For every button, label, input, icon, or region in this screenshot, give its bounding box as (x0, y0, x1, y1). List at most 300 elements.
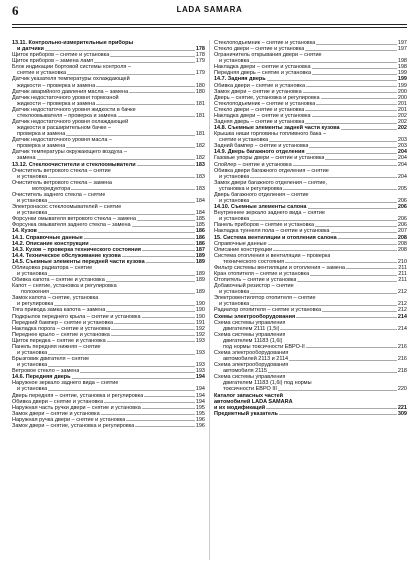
toc-entry-page: 206 (397, 204, 407, 211)
dot-leader (144, 396, 195, 397)
toc-entry-page: 194 (195, 386, 205, 393)
toc-entry-title: стеклоомывателя – проверка и замена (17, 112, 117, 119)
toc-entry-title: Добавочный резистор – снятие (214, 283, 294, 290)
toc-entry-title: и установка (17, 362, 48, 369)
dot-leader (67, 74, 195, 75)
dot-leader (308, 208, 397, 209)
toc-entry-title: снятие и установка (17, 70, 67, 77)
toc-entry-title: и установка (17, 386, 48, 393)
toc-entry-page: 189 (195, 277, 205, 284)
toc-entry-title: Задняя дверь – снятие и установка (214, 119, 305, 126)
toc-entry-page: 194 (195, 398, 205, 405)
dot-leader (331, 232, 397, 233)
toc-entry-title: Ограничитель открывания двери – снятие (214, 52, 322, 59)
dot-leader (66, 135, 195, 136)
toc-entry-page: 193 (195, 362, 205, 369)
header-rule (12, 24, 407, 25)
toc-entry-page: 212 (397, 307, 407, 314)
toc-entry-title: Система отопления и вентиляции – проверка (214, 252, 331, 259)
dot-leader (66, 147, 195, 148)
toc-entry-title: и установка (219, 58, 250, 65)
dot-leader (306, 153, 397, 154)
toc-entry-page: 180 (195, 88, 205, 95)
toc-entry-title: Схема электрооборудования (214, 362, 289, 369)
toc-entry-title: Датчик аварийного давления масла – замена (12, 88, 129, 95)
toc-entry-page: 189 (195, 252, 205, 259)
toc-entry-title: Очиститель ветрового стекла – замена (12, 179, 112, 186)
toc-entry-title: Накладка двери – снятие и установка (214, 112, 311, 119)
toc-entry-title: Очиститель ветрового стекла – снятие (12, 167, 111, 174)
toc-entry-page: 195 (195, 410, 205, 417)
toc-entry-title: 14.5. Съемные элементы передней части кузова (12, 258, 145, 265)
toc-entry-page: 179 (195, 58, 205, 65)
dot-leader (266, 408, 397, 409)
toc-entry (12, 423, 205, 429)
toc-entry-page: 199 (397, 70, 407, 77)
toc-entry-title: Передняя дверь – снятие и установка (214, 70, 312, 77)
toc-entry-title: 14.1. Справочные данные (12, 234, 83, 241)
toc-entry-title: Щиток приборов – снятие и установка (12, 52, 110, 59)
dot-leader (96, 86, 195, 87)
toc-entry-page: 189 (195, 258, 205, 265)
toc-entry-title: замена (17, 155, 36, 162)
toc-entry-title: Схема системы управления (214, 319, 286, 326)
toc-entry-page: 200 (397, 88, 407, 95)
toc-entry-page: 193 (195, 349, 205, 356)
toc-entry-title: 15. Система вентиляции и отопления салона (214, 234, 337, 241)
toc-entry-page: 191 (195, 319, 205, 326)
toc-entry-title: Внутреннее зеркало заднего вида – снятие (214, 210, 325, 217)
toc-entry-title: Дверь багажного отделения – снятие (214, 191, 309, 198)
toc-entry-title: Отопитель – снятие и установка (214, 277, 297, 284)
toc-entry-title: автомобилей 2113 и 2114 (223, 356, 289, 363)
toc-entry-page: 212 (397, 301, 407, 308)
toc-entry-title: жидкости – проверка и замена (17, 82, 96, 89)
toc-entry-page: 189 (195, 289, 205, 296)
toc-entry-title: положения (21, 289, 50, 296)
dot-leader (135, 426, 194, 427)
dot-leader (250, 293, 397, 294)
toc-entry-page: 178 (195, 46, 205, 53)
dot-leader (90, 244, 195, 245)
dot-leader (48, 390, 195, 391)
dot-leader (142, 317, 195, 318)
toc-entry-title: и установка (17, 349, 48, 356)
toc-entry-page: 212 (397, 289, 407, 296)
dot-leader (107, 341, 195, 342)
toc-entry-page: 211 (398, 270, 407, 277)
toc-entry-title: и установка (219, 173, 250, 180)
dot-leader (80, 372, 194, 373)
toc-entry-title: Датчик недостаточного уровня охлаждающей (12, 119, 129, 126)
toc-entry-page: 201 (397, 106, 407, 113)
toc-entry-title: жидкости в расширительном бачке – (17, 125, 112, 132)
running-title: LADA SAMARA (176, 5, 243, 14)
toc-entry-page: 199 (397, 82, 407, 89)
dot-leader (306, 86, 397, 87)
toc-entry-title: Накладка туннеля пола – снятие и установка (214, 228, 330, 235)
toc-entry-title: Дверь передняя – снятие, установка и регулировка (12, 392, 144, 399)
toc-entry-page: 202 (397, 119, 407, 126)
header-rule-secondary (12, 27, 407, 28)
toc-entry-title: Облицовка радиатора – снятие (12, 264, 93, 271)
toc-entry-page: 202 (397, 125, 407, 132)
toc-entry-title: Стеклоподъемник – снятие и установка (214, 100, 316, 107)
toc-entry-title: Наружная часть ручки двери – снятие и установка (12, 404, 141, 411)
dot-leader (289, 360, 397, 361)
toc-entry (214, 411, 407, 417)
dot-leader (110, 56, 195, 57)
dot-leader (338, 238, 397, 239)
dot-leader (267, 80, 397, 81)
toc-entry-page: 206 (397, 198, 407, 205)
dot-leader (321, 98, 397, 99)
toc-entry-page: 214 (397, 325, 407, 332)
dot-leader (45, 50, 195, 51)
dot-leader (96, 104, 195, 105)
toc-entry-title: Форсунка омывателя заднего стекла – замена (12, 222, 131, 229)
toc-entry-title: Схема системы управления (214, 374, 286, 381)
dot-leader (104, 402, 195, 403)
toc-entry-page: 184 (195, 198, 205, 205)
toc-entry-page: 178 (195, 52, 205, 59)
dot-leader (305, 110, 397, 111)
dot-leader (50, 293, 195, 294)
dot-leader (48, 214, 195, 215)
toc-entry-page: 194 (195, 374, 205, 381)
toc-entry-page: 179 (195, 70, 205, 77)
toc-entry-title: 14.3. Кузов – проверка технического состояния (12, 246, 141, 253)
dot-leader (142, 250, 195, 251)
dot-leader (250, 220, 397, 221)
dot-leader (250, 62, 397, 63)
dot-leader (297, 281, 397, 282)
toc-entry-page: 206 (397, 222, 407, 229)
toc-entry-page: 186 (195, 234, 205, 241)
toc-entry-title: Замок капота – снятие, установка (12, 295, 99, 302)
toc-entry-page: 208 (397, 240, 407, 247)
dot-leader (278, 390, 397, 391)
dot-leader (72, 378, 195, 379)
dot-leader (111, 335, 195, 336)
toc-entry-title: Предметный указатель (214, 410, 278, 417)
dot-leader (305, 50, 397, 51)
toc-entry-title: 14.7. Задняя дверь (214, 76, 266, 83)
toc-entry-title: Обивка двери багажного отделения – снятие (214, 167, 329, 174)
dot-leader (312, 68, 397, 69)
toc-entry-title: Панель приборов – снятие и установка (214, 222, 315, 229)
dot-leader (48, 275, 195, 276)
toc-entry-title: Щиток приборов – замена ламп (12, 58, 94, 65)
column-divider (209, 40, 210, 560)
toc-entry-page: 181 (195, 100, 205, 107)
dot-leader (325, 159, 396, 160)
dot-leader (137, 165, 195, 166)
toc-entry-page: 181 (195, 131, 205, 138)
toc-entry-page: 196 (195, 422, 205, 429)
toc-entry-title: Схема электрооборудования (214, 349, 289, 356)
dot-leader (316, 104, 397, 105)
dot-leader (84, 238, 195, 239)
dot-leader (106, 281, 195, 282)
toc-entry-title: Обивка двери – снятие и установка (12, 398, 104, 405)
toc-entry-page: 186 (195, 240, 205, 247)
toc-entry-title: Электровентилятор отопителя – снятие (214, 295, 316, 302)
dot-leader (283, 189, 396, 190)
toc-entry-page: 187 (195, 246, 205, 253)
toc-entry-title: 14. Кузов (12, 228, 37, 235)
toc-entry-title: 13.12. Стеклоочистители и стеклоомыватели (12, 161, 136, 168)
toc-entry-title: Тяга привода замка капота – замена (12, 307, 106, 314)
toc-entry-title: и установка (17, 270, 48, 277)
toc-entry-title: и установка (17, 210, 48, 217)
toc-entry-title: Схема системы управления (214, 331, 286, 338)
toc-entry-title: снятие и установка (219, 137, 269, 144)
toc-entry-title: Щиток передка – снятие и установка (12, 337, 106, 344)
toc-entry-title: 14.4. Техническое обслуживание кузова (12, 252, 121, 259)
dot-leader (71, 189, 195, 190)
toc-entry-page: 210 (397, 258, 407, 265)
dot-leader (94, 62, 195, 63)
toc-entry-title: Наружное зеркало заднего вида – снятие (12, 380, 119, 387)
toc-entry-page: 204 (397, 155, 407, 162)
dot-leader (48, 177, 195, 178)
toc-entry-page: 183 (195, 161, 205, 168)
toc-entry-page: 198 (397, 64, 407, 71)
toc-entry-page: 185 (195, 216, 205, 223)
toc-entry-page: 221 (397, 404, 407, 411)
toc-column-right (214, 40, 407, 417)
page-number: 6 (12, 3, 19, 18)
dot-leader (146, 262, 195, 263)
toc-entry-page: 211 (398, 277, 407, 284)
toc-entry-page: 193 (195, 368, 205, 375)
toc-entry-title: жидкости – проверка и замена (17, 100, 96, 107)
toc-entry-title: и датчики (17, 46, 44, 53)
toc-entry-page: 184 (195, 210, 205, 217)
toc-entry-page: 182 (195, 143, 205, 150)
toc-entry-page: 220 (397, 386, 407, 393)
toc-entry-title: токсичности ЕВРО III (223, 386, 277, 393)
dot-leader (111, 329, 194, 330)
toc-entry-title: Датчик температуры окружающего воздуха – (12, 149, 127, 156)
toc-entry-page: 203 (397, 137, 407, 144)
toc-entry-title: двигателем 2111 (1,5i) (223, 325, 280, 332)
toc-entry-title: 14.10. Съемные элементы салона (214, 204, 307, 211)
dot-leader (48, 354, 195, 355)
toc-entry-page: 180 (195, 82, 205, 89)
dot-leader (137, 220, 195, 221)
toc-entry-title: Кран отопителя – снятие и установка (214, 270, 310, 277)
toc-entry-page: 197 (397, 46, 407, 53)
toc-entry-title: Подкрылок переднего крыла – снятие и установка (12, 313, 141, 320)
toc-entry-page: 205 (397, 185, 407, 192)
toc-entry-title: Электронасос стеклоомывателей – снятие (12, 204, 122, 211)
toc-entry-page: 201 (397, 100, 407, 107)
toc-entry-title: Накладка двери – снятие и установка (214, 64, 311, 71)
toc-entry-title: и установка (219, 301, 250, 308)
toc-entry-page: 192 (195, 325, 205, 332)
dot-leader (322, 311, 397, 312)
toc-entry-title: Замок двери багажного отделения – снятие, (214, 179, 327, 186)
toc-entry-page: 189 (195, 270, 205, 277)
dot-leader (48, 366, 195, 367)
toc-entry-page: 181 (195, 112, 205, 119)
toc-entry-page: 192 (195, 331, 205, 338)
toc-entry-title: Очиститель заднего стекла – снятие (12, 191, 106, 198)
toc-entry-title: проверка и замена (17, 131, 66, 138)
dot-leader (309, 147, 396, 148)
toc-entry-title: Ветровое стекло – замена (12, 368, 80, 375)
toc-entry-title: Схемы электрооборудования (214, 313, 296, 320)
toc-entry-page: 197 (397, 40, 407, 46)
dot-leader (129, 92, 195, 93)
toc-entry-title: Панель передняя нижняя – снятие (12, 343, 101, 350)
toc-entry-title: и установка (17, 173, 48, 180)
dot-leader (118, 116, 195, 117)
toc-entry-title: Наружная ручка двери – снятие и установка (12, 416, 126, 423)
toc-entry-page: 206 (397, 216, 407, 223)
toc-entry-title: Фильтр системы вентиляции и отопления – замена (214, 264, 345, 271)
page-header (12, 0, 407, 22)
toc-entry-page: 195 (195, 404, 205, 411)
dot-leader (48, 202, 195, 203)
dot-leader (114, 323, 195, 324)
toc-entry-title: и установка (219, 289, 250, 296)
toc-entry-title: Описание конструкции (214, 246, 273, 253)
toc-entry-title: автомобиля 2115 (223, 368, 267, 375)
toc-entry-title: Датчик указателя температуры охлаждающей (12, 76, 130, 83)
toc-entry-title: 14.8. Съемные элементы задней части кузова (214, 125, 340, 132)
dot-leader (268, 244, 397, 245)
toc-entry-title: и установка (219, 198, 250, 205)
toc-entry-title: Спойлер – снятие и установка (214, 161, 292, 168)
dot-leader (346, 268, 397, 269)
dot-leader (38, 232, 195, 233)
toc-entry-page: 182 (195, 155, 205, 162)
dot-leader (285, 262, 397, 263)
toc-entry-title: 13.11. Контрольно-измерительные приборы (12, 40, 134, 46)
toc-entry-title: Каталог запасных частей (214, 392, 284, 399)
toc-entry-page: 218 (397, 368, 407, 375)
toc-entry-title: Справочные данные (214, 240, 267, 247)
toc-entry-page: 193 (195, 337, 205, 344)
toc-entry-title: Блок индикации бортовой системы контроля – (12, 64, 131, 71)
dot-leader (310, 275, 397, 276)
toc-entry-title: и установка (17, 198, 48, 205)
toc-entry-page: 208 (397, 246, 407, 253)
toc-entry-page: 190 (195, 301, 205, 308)
toc-entry-title: технического состояния (223, 258, 285, 265)
toc-entry-title: установка и регулировка (219, 185, 283, 192)
dot-leader (273, 250, 397, 251)
toc-entry-page: 199 (397, 76, 407, 83)
dot-leader (268, 372, 397, 373)
toc-entry-title: Замок двери – снятие и установка (214, 88, 302, 95)
dot-leader (54, 305, 195, 306)
toc-entry-page: 207 (397, 228, 407, 235)
toc-entry-title: Стеклоподъемник – снятие и установка (214, 40, 316, 46)
toc-entry-title: Газовые упоры двери – снятие и установка (214, 155, 325, 162)
toc-entry-title: Форсунки омывателя ветрового стекла – замена (12, 216, 136, 223)
toc-entry-title: Дверь – снятие, установка и регулировка (214, 94, 320, 101)
toc-entry-title: Передний бампер – снятие и установка (12, 319, 114, 326)
toc-entry-page: 196 (195, 416, 205, 423)
toc-entry-page: 204 (397, 161, 407, 168)
toc-entry-page: 216 (397, 343, 407, 350)
toc-entry-title: Задний бампер – снятие и установка (214, 143, 309, 150)
toc-entry-page: 208 (397, 234, 407, 241)
toc-entry-page: 183 (195, 185, 205, 192)
toc-entry-page: 198 (397, 58, 407, 65)
dot-leader (341, 129, 397, 130)
toc-entry-page: 214 (397, 313, 407, 320)
toc-entry-page: 309 (397, 410, 407, 417)
toc-column-left (12, 40, 205, 429)
dot-leader (101, 414, 195, 415)
dot-leader (296, 317, 397, 318)
toc-entry-title: проверка и замена (17, 143, 66, 150)
dot-leader (316, 44, 397, 45)
dot-leader (126, 420, 194, 421)
toc-entry-page: 183 (195, 173, 205, 180)
toc-entry-title: 14.9. Дверь багажного отделения (214, 149, 305, 156)
toc-entry-title: Датчик недостаточного уровня тормозной (12, 94, 119, 101)
toc-entry-title: и регулировка (17, 301, 54, 308)
toc-entry-title: Замок двери – снятие и установка (12, 410, 100, 417)
toc-entry-title: Стекло двери – снятие и установка (214, 106, 305, 113)
dot-leader (315, 226, 397, 227)
toc-entry-title: Капот – снятие, установка и регулировка (12, 283, 117, 290)
dot-leader (280, 329, 396, 330)
toc-entry-page: 204 (397, 173, 407, 180)
toc-entry-title: моторедуктора (32, 185, 71, 192)
dot-leader (306, 347, 397, 348)
toc-entry-page: 190 (195, 313, 205, 320)
toc-entry-page: 204 (397, 149, 407, 156)
dot-leader (106, 311, 194, 312)
toc-entry-page: 186 (195, 228, 205, 235)
toc-entry-title: Замок двери – снятие, установка и регулировка (12, 422, 135, 429)
toc-entry-page: 190 (195, 307, 205, 314)
toc-entry-title: Датчик недостаточного уровня масла – (12, 137, 112, 144)
dot-leader (142, 408, 195, 409)
dot-leader (250, 202, 397, 203)
dot-leader (312, 116, 397, 117)
toc-entry-page: 185 (195, 222, 205, 229)
toc-entry-page: 194 (195, 392, 205, 399)
toc-entry-page: 203 (397, 143, 407, 150)
dot-leader (279, 414, 397, 415)
dot-leader (250, 177, 397, 178)
dot-leader (293, 165, 397, 166)
dot-leader (305, 123, 396, 124)
toc-entry-title: Накладка порога – снятие и установка (12, 325, 111, 332)
toc-entry-title: двигателем 11183 (1,6i) под нормы (223, 380, 312, 387)
toc-entry-page: 211 (398, 264, 407, 271)
toc-entry-page: 200 (397, 94, 407, 101)
toc-entry-title: Датчик недостаточного уровня жидкости в бачке (12, 106, 136, 113)
dot-leader (122, 256, 195, 257)
toc-entry-title: Обивка двери – снятие и установка (214, 82, 306, 89)
toc-entry-page: 216 (397, 356, 407, 363)
dot-leader (312, 74, 397, 75)
toc-entry-title: и установка (219, 216, 250, 223)
toc-entry-title: автомобилей LADA SAMARA (214, 398, 293, 405)
toc-entry-title: Переднее крыло – снятие и установка (12, 331, 110, 338)
toc-entry-title: 14.6. Передняя дверь (12, 374, 71, 381)
toc-entry-page: 202 (397, 112, 407, 119)
